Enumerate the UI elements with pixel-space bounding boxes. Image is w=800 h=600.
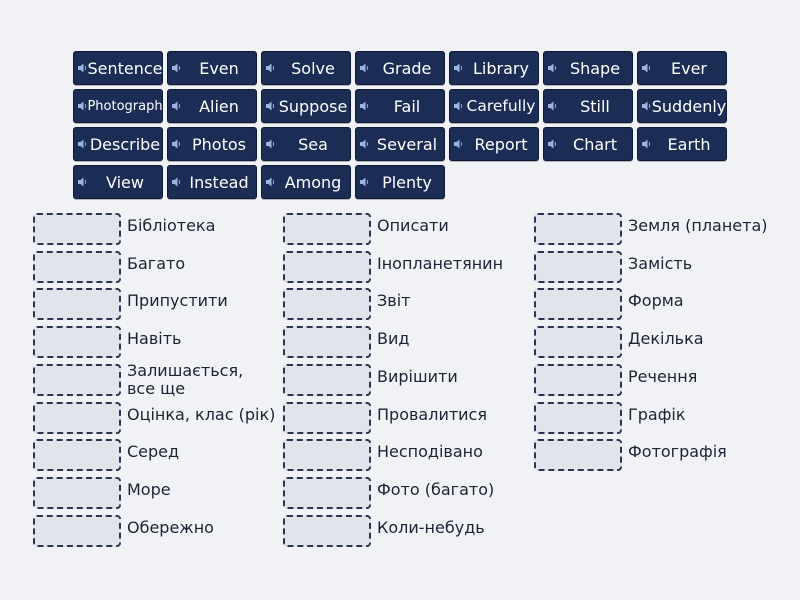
answer-drop-slot[interactable] [283,326,371,358]
word-tile-label: Instead [189,172,249,192]
word-tile-label: Plenty [382,172,432,192]
speaker-icon[interactable] [172,177,181,187]
clue-text: Звіт [377,291,411,311]
word-tile-label: Suppose [278,96,348,116]
answer-row [33,515,277,547]
answer-row [33,251,277,283]
word-tile-label: Carefully [466,97,536,115]
word-tile-label: Report [474,134,528,154]
answer-drop-slot[interactable] [534,251,622,283]
word-tile[interactable] [73,51,163,85]
clue-text: Описати [377,216,449,235]
answer-row [283,477,527,509]
speaker-icon[interactable] [642,139,651,149]
answer-row [283,515,527,547]
clue-text: Фото (багато) [377,479,495,499]
word-tile-label: Suddenly [651,96,727,116]
answer-drop-slot[interactable] [283,515,371,547]
answer-row [534,439,778,471]
answer-row [283,402,527,434]
answer-row [33,402,277,434]
word-tile[interactable] [449,127,539,161]
answer-drop-slot[interactable] [534,213,622,245]
answer-drop-slot[interactable] [283,402,371,434]
word-tile-label: Photos [192,134,246,154]
word-tile[interactable] [637,127,727,161]
word-tile-label: Fail [393,96,421,116]
speaker-icon[interactable] [360,101,369,111]
word-tile[interactable] [355,127,445,161]
word-tile-label: Library [473,58,529,78]
clue-text: Море [127,479,171,499]
answer-drop-slot[interactable] [534,326,622,358]
speaker-icon[interactable] [266,177,275,187]
clue-text: Бібліотека [127,216,216,235]
answer-row [283,439,527,471]
clue-text: Несподівано [377,442,483,462]
answer-row [33,326,277,358]
clue-text: Багато [127,253,186,273]
word-tile[interactable] [261,51,351,85]
speaker-icon[interactable] [360,177,369,187]
word-tile-label: Photograph [87,98,163,114]
clue-text: Навіть [127,329,182,349]
clue-text: Земля (планета) [628,216,768,235]
speaker-icon[interactable] [642,101,651,111]
clue-text: Залишається, все ще [127,360,244,398]
answer-drop-slot[interactable] [283,364,371,396]
answer-drop-slot[interactable] [33,326,121,358]
word-tile-label: Solve [291,58,335,78]
clue-text: Оцінка, клас (рік) [127,404,276,424]
clue-text: Вид [377,329,410,349]
answer-row [534,364,778,396]
answer-drop-slot[interactable] [33,439,121,471]
speaker-icon[interactable] [78,63,87,73]
word-tile[interactable] [543,89,633,123]
word-tile[interactable] [167,165,257,199]
answer-row [534,288,778,320]
answer-row [33,288,277,320]
word-tile[interactable] [73,89,163,123]
clue-text: Інопланетянин [377,253,504,273]
speaker-icon[interactable] [360,139,369,149]
answer-drop-slot[interactable] [33,213,121,245]
word-tile[interactable] [73,165,163,199]
speaker-icon[interactable] [548,63,557,73]
clue-text: Графік [628,404,686,424]
speaker-icon[interactable] [172,101,181,111]
clue-text: Фотографія [628,442,727,462]
word-tile-label: Ever [671,58,707,78]
word-tile-label: Even [199,58,239,78]
answer-row [283,288,527,320]
speaker-icon[interactable] [172,139,181,149]
word-tile[interactable] [543,51,633,85]
answer-drop-slot[interactable] [534,402,622,434]
word-tile[interactable] [355,51,445,85]
speaker-icon[interactable] [642,63,651,73]
word-tile-label: Sentence [87,58,163,78]
clue-text: Серед [127,442,180,462]
word-tile-label: Sea [298,134,328,154]
answer-row [534,251,778,283]
word-tile[interactable] [637,89,727,123]
answer-drop-slot[interactable] [33,402,121,434]
clue-text: Форма [628,291,684,311]
clue-text: Речення [628,366,698,386]
word-tile[interactable] [637,51,727,85]
word-tile-label: Shape [569,58,621,78]
clue-text: Коли-небудь [377,517,485,537]
word-tile-label: Earth [667,134,711,154]
answer-drop-slot[interactable] [33,515,121,547]
word-tile[interactable] [449,89,539,123]
speaker-icon[interactable] [548,139,557,149]
clue-text: Декілька [628,329,704,349]
clue-text: Вирішити [377,366,458,386]
answer-drop-slot[interactable] [534,288,622,320]
word-tile[interactable] [543,127,633,161]
speaker-icon[interactable] [454,139,463,149]
word-tile[interactable] [261,127,351,161]
word-bank [73,51,727,199]
word-tile[interactable] [355,165,445,199]
answer-drop-slot[interactable] [283,477,371,509]
answer-drop-slot[interactable] [283,288,371,320]
word-tile-label: Describe [89,134,161,154]
speaker-icon[interactable] [78,139,87,149]
word-tile-label: Among [284,172,342,192]
answer-row [534,402,778,434]
word-tile[interactable] [261,165,351,199]
answer-drop-slot[interactable] [33,364,121,396]
speaker-icon[interactable] [266,101,275,111]
speaker-icon[interactable] [172,63,181,73]
clue-text: Припустити [127,291,228,311]
word-tile-label: Grade [382,58,432,78]
word-tile[interactable] [73,127,163,161]
answer-drop-slot[interactable] [534,364,622,396]
word-tile[interactable] [261,89,351,123]
answer-row [33,360,277,398]
answer-row [283,364,527,396]
word-tile[interactable] [167,51,257,85]
speaker-icon[interactable] [548,101,557,111]
answer-row [283,326,527,358]
clue-text: Обережно [127,517,214,537]
speaker-icon[interactable] [266,63,275,73]
speaker-icon[interactable] [78,101,87,111]
answer-drop-slot[interactable] [33,288,121,320]
word-tile[interactable] [449,51,539,85]
word-tile[interactable] [355,89,445,123]
answer-drop-slot[interactable] [534,439,622,471]
answer-row [534,213,778,245]
word-tile-label: View [106,172,144,192]
clue-text: Замість [628,253,693,273]
word-tile-label: Still [580,96,610,116]
answer-row [283,213,527,245]
word-tile-label: Several [376,134,438,154]
speaker-icon[interactable] [454,101,463,111]
clue-text: Провалитися [377,404,487,424]
answer-drop-slot[interactable] [33,251,121,283]
answer-drop-slot[interactable] [283,213,371,245]
answer-row [283,251,527,283]
answer-drop-slot[interactable] [33,477,121,509]
speaker-icon[interactable] [454,63,463,73]
speaker-icon[interactable] [78,177,87,187]
answer-row [534,326,778,358]
answer-row [33,439,277,471]
answer-row [33,477,277,509]
word-tile-label: Chart [573,134,617,154]
answer-drop-slot[interactable] [283,251,371,283]
answer-drop-slot[interactable] [283,439,371,471]
word-tile[interactable] [167,127,257,161]
word-tile[interactable] [167,89,257,123]
word-tile-label: Alien [199,96,239,116]
speaker-icon[interactable] [266,139,275,149]
speaker-icon[interactable] [360,63,369,73]
answer-row [33,213,277,245]
